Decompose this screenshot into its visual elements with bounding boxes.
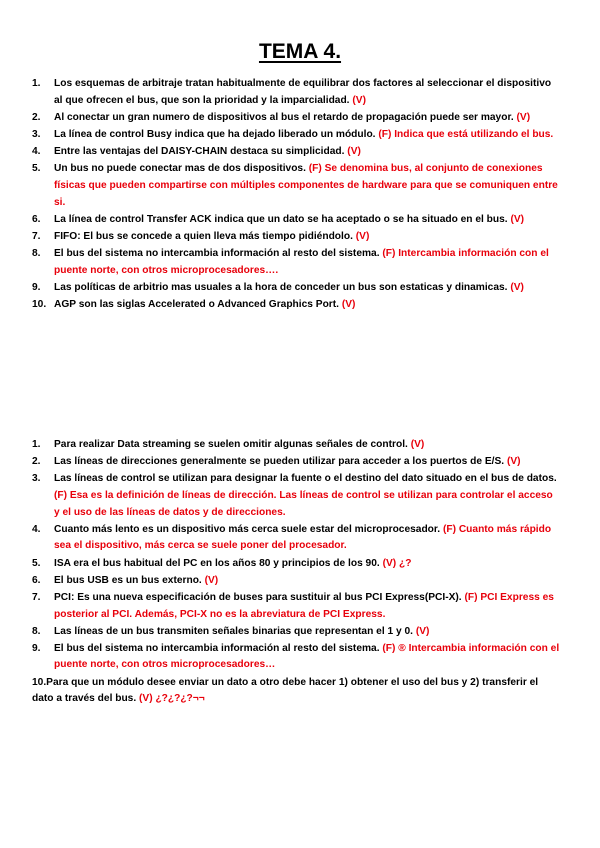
question-text: FIFO: El bus se concede a quien lleva más tiempo pidiéndolo. [54, 230, 353, 242]
question-text: El bus del sistema no intercambia información al resto del sistema. [54, 642, 380, 654]
question-item [32, 161, 560, 211]
question-text: Para realizar Data streaming se suelen omitir algunas señales de control. [54, 439, 408, 450]
answer-text: (F) PCI Express es posterior al PCI. Además, PCI-X no es la abreviatura de PCI Express. [54, 591, 554, 620]
answer-text: (F) Cuanto más rápido sea el dispositivo, más cerca se suele poner del procesador. [54, 523, 552, 552]
answer-text: (F) ® Intercambia información con el puente norte, con otros microprocesadores… [54, 642, 560, 671]
answer-text: (V) [510, 213, 525, 225]
answer-text: (V) [506, 456, 521, 468]
question-number: 4. [32, 146, 41, 158]
question-item [32, 522, 560, 555]
question-text: Al conectar un gran numero de dispositivos al bus el retardo de propagación puede ser mayor. [54, 111, 514, 123]
question-item [32, 127, 560, 144]
question-text: Las políticas de arbitrio mas usuales a la hora de conceder un bus son estaticas y dinamicas. [54, 281, 508, 293]
answer-text: (V) [516, 111, 531, 123]
question-item [32, 624, 560, 641]
page-title: TEMA 4. [258, 40, 342, 63]
question-number: 5. [32, 557, 41, 569]
question-number: 4. [32, 523, 41, 535]
question-list-2 [32, 437, 560, 708]
question-number: 10. [32, 299, 47, 311]
question-item [32, 675, 560, 708]
question-item [32, 246, 560, 279]
question-item [32, 297, 560, 314]
question-text: Un bus no puede conectar mas de dos dispositivos. [54, 163, 306, 175]
question-number: 3. [32, 128, 41, 140]
question-text: AGP son las siglas Accelerated o Advanced Graphics Port. [54, 299, 339, 311]
question-text: El bus USB es un bus externo. [54, 574, 202, 586]
question-number: 5. [32, 163, 41, 175]
question-item [32, 556, 560, 573]
question-text: Entre las ventajas del DAISY-CHAIN destaca su simplicidad. [54, 146, 345, 158]
question-item [32, 471, 560, 521]
question-number: 10. [32, 676, 47, 688]
question-item [32, 212, 560, 229]
question-text: Los esquemas de arbitraje tratan habitualmente de equilibrar dos factores al seleccionar el dispositivo al que ofrecen el bus, que son la prioridad y la imparcialidad. [54, 78, 552, 106]
question-text: Para que un módulo desee enviar un dato a otro debe hacer 1) obtener el uso del bus y 2) transferir el dato a través del bus. [32, 676, 539, 705]
answer-text: (F) Indica que está utilizando el bus. [378, 128, 554, 140]
question-text: Las líneas de direcciones generalmente se pueden utilizar para acceder a los puertos de E/S. [54, 456, 505, 468]
question-item [32, 437, 560, 454]
answer-text: (F) Intercambia información con el puente norte, con otros microprocesadores…. [54, 248, 549, 276]
question-number: 2. [32, 111, 41, 123]
answer-text: (V) [415, 625, 430, 637]
question-text: PCI: Es una nueva especificación de buses para sustituir al bus PCI Express(PCI-X). [54, 591, 462, 603]
question-number: 6. [32, 213, 41, 225]
question-item [32, 573, 560, 590]
answer-text: (V) [352, 94, 366, 106]
question-item [32, 641, 560, 674]
question-text: Las líneas de un bus transmiten señales binarias que representan el 1 y 0. [54, 625, 413, 637]
question-text: Cuanto más lento es un dispositivo más cerca suele estar del microprocesador. [54, 523, 441, 535]
question-number: 7. [32, 591, 41, 603]
question-number: 2. [32, 456, 41, 468]
question-number: 9. [32, 281, 41, 293]
answer-text: (V) ¿?¿?¿?¬¬ [139, 693, 205, 705]
answer-text: (F) Esa es la definición de líneas de dirección. Las líneas de control se utilizan para controlar el acceso y el uso de las líneas de datos y de direcciones. [54, 489, 553, 518]
question-text: La línea de control Transfer ACK indica que un dato se ha aceptado o se ha situado en el bus. [54, 213, 508, 225]
answer-text: (V) [341, 299, 356, 311]
answer-text: (V) [204, 574, 219, 586]
question-number: 3. [32, 473, 41, 485]
answer-text: (V) [410, 439, 425, 450]
answer-text: (V) [355, 230, 370, 242]
question-item [32, 144, 560, 161]
answer-text: (F) Se denomina bus, al conjunto de conexiones físicas que pueden compartirse con múltiples componentes de hardware para que se comuniquen entre si. [54, 163, 558, 208]
question-number: 9. [32, 642, 41, 654]
answer-text: (V) ¿? [382, 557, 412, 569]
question-item [32, 110, 560, 127]
question-number: 1. [32, 78, 41, 89]
question-item [32, 229, 560, 246]
question-list-1 [32, 76, 560, 314]
question-item [32, 76, 560, 109]
question-text: La línea de control Busy indica que ha dejado liberado un módulo. [54, 128, 376, 140]
question-number: 1. [32, 439, 41, 450]
question-item [32, 280, 560, 297]
question-text: Las líneas de control se utilizan para designar la fuente o el destino del dato situado en el bus de datos. [54, 473, 557, 485]
question-number: 8. [32, 625, 41, 637]
answer-text: (V) [510, 281, 524, 293]
question-text: ISA era el bus habitual del PC en los años 80 y principios de los 90. [54, 557, 380, 569]
answer-text: (V) [347, 146, 361, 158]
question-number: 8. [32, 248, 41, 260]
question-number: 7. [32, 230, 41, 242]
question-item [32, 454, 560, 471]
question-item [32, 590, 560, 623]
question-text: El bus del sistema no intercambia información al resto del sistema. [54, 248, 380, 260]
question-number: 6. [32, 574, 41, 586]
